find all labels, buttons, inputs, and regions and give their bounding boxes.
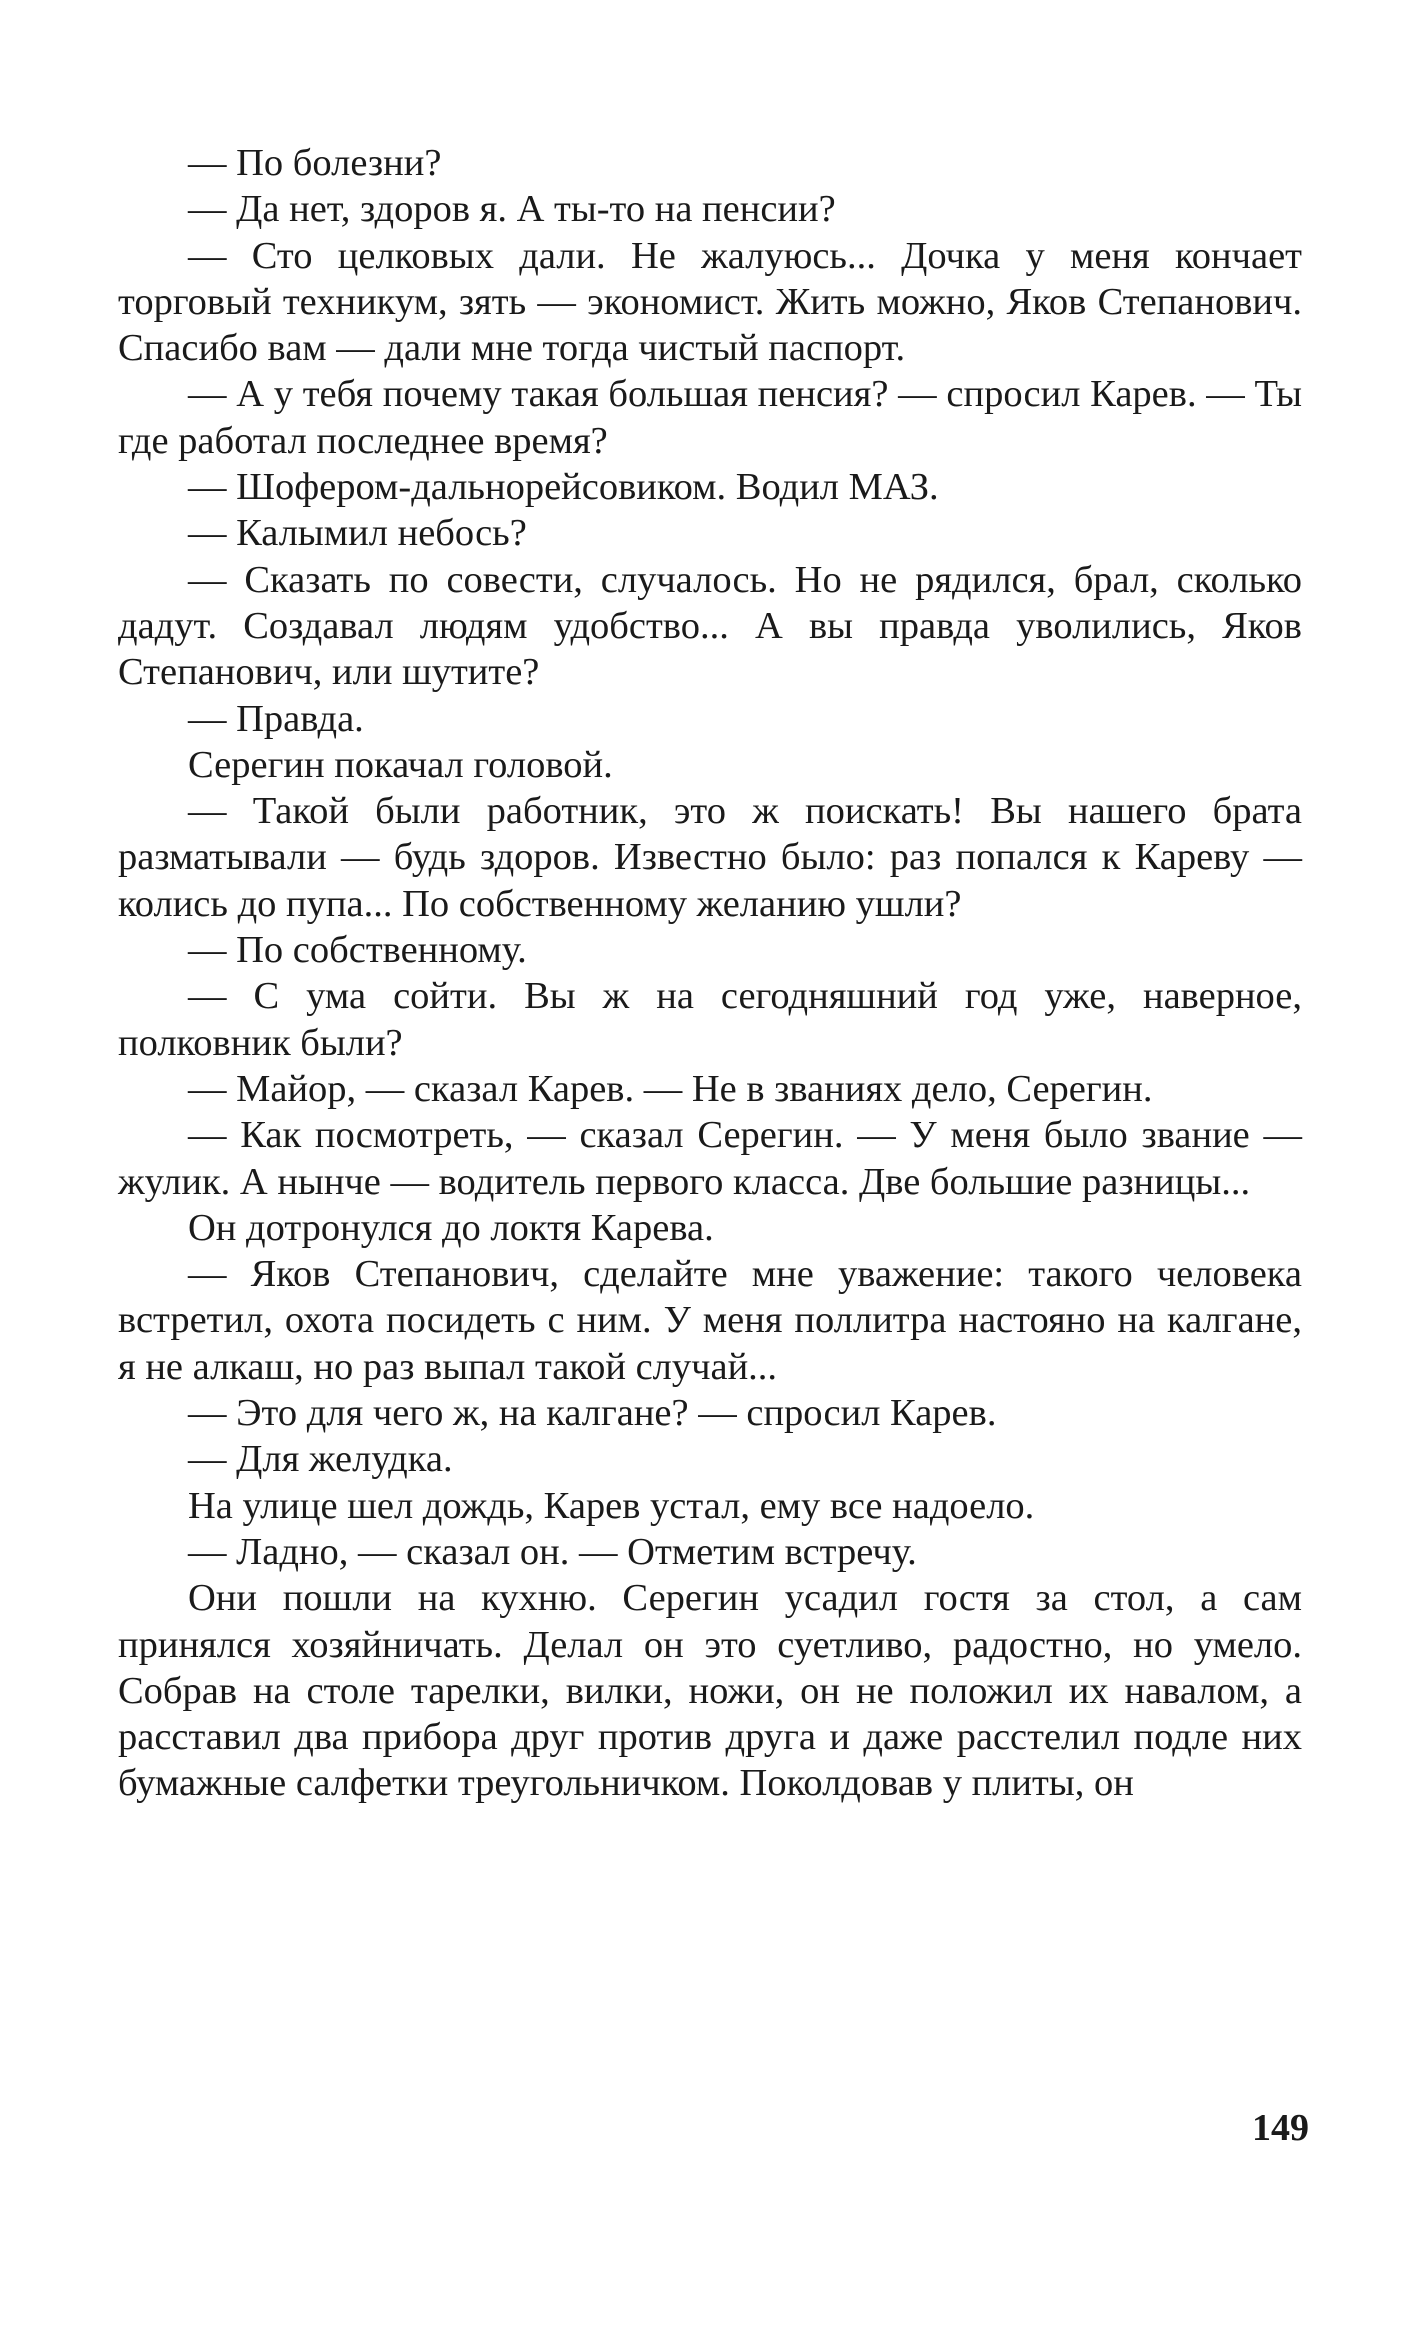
paragraph: — Для желудка.	[188, 1438, 453, 1481]
paragraph: — Это для чего ж, на калгане? — спросил Карев.	[188, 1392, 997, 1435]
paragraph: — Как посмотреть, — сказал Серегин. — У меня было звание — жулик. А нынче — водитель первого класса. Две большие разницы...	[118, 1114, 1302, 1203]
paragraph: На улице шел дождь, Карев устал, ему все надоело.	[188, 1484, 1035, 1527]
paragraph: — По болезни?	[188, 142, 442, 184]
paragraph: Серегин покачал головой.	[188, 743, 613, 786]
paragraph: — Майор, — сказал Карев. — Не в званиях дело, Серегин.	[188, 1067, 1153, 1110]
paragraph: — А у тебя почему такая большая пенсия? — спросил Карев. — Ты где работал последнее время?	[118, 373, 1302, 462]
paragraph: — Да нет, здоров я. А ты-то на пенсии?	[188, 188, 836, 231]
paragraph: — Такой были работник, это ж поискать! Вы нашего брата разматывали — будь здоров. Известно было: раз попался к Кареву — колись до пупа... По собственному желанию ушли?	[118, 790, 1302, 925]
paragraph: — Яков Степанович, сделайте мне уважение: такого человека встретил, охота посидеть с ним. У меня поллитра настояно на калгане, я не алкаш, но раз выпал такой случай...	[118, 1253, 1302, 1388]
page-number: 149	[1252, 2107, 1309, 2149]
paragraph: — Сказать по совести, случалось. Но не рядился, брал, сколько дадут. Создавал людям удобство... А вы правда уволились, Яков Степанович, или шутите?	[118, 558, 1302, 694]
paragraph: — Правда.	[188, 697, 364, 740]
paragraph: — Сто целковых дали. Не жалуюсь... Дочка у меня кончает торговый техникум, зять — экономист. Жить можно, Яков Степанович. Спасибо вам — дали мне тогда чистый паспорт.	[118, 234, 1302, 370]
paragraph: — С ума сойти. Вы ж на сегодняшний год уже, наверное, полковник были?	[118, 975, 1302, 1064]
paragraph: — Ладно, — сказал он. — Отметим встречу.	[188, 1530, 917, 1573]
paragraph: Он дотронулся до локтя Карева.	[188, 1206, 714, 1249]
book-page-text	[118, 140, 1302, 1807]
paragraph: — Калымил небось?	[188, 512, 527, 555]
paragraph: — Шофером-дальнорейсовиком. Водил МАЗ.	[188, 466, 939, 509]
paragraph: Они пошли на кухню. Серегин усадил гостя за стол, а сам принялся хозяйничать. Делал он это суетливо, радостно, но умело. Собрав на столе тарелки, вилки, ножи, он не положил их навалом, а расставил два прибора друг против друга и даже расстелил подле них бумажные салфетки треугольничком. Поколдовав у плиты, он	[118, 1577, 1302, 1805]
paragraph: — По собственному.	[188, 929, 527, 972]
